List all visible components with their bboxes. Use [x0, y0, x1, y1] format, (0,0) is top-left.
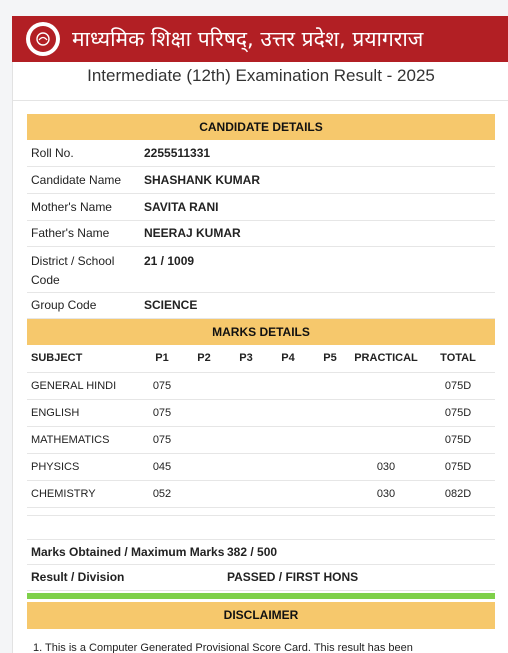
col-header: P5 — [309, 345, 351, 372]
mark-cell — [267, 453, 309, 480]
mark-cell — [183, 426, 225, 453]
mark-cell — [267, 426, 309, 453]
subject-cell: ENGLISH — [27, 399, 141, 426]
marks-table — [27, 345, 495, 516]
detail-label: Group Code — [31, 298, 97, 312]
detail-label: Mother's Name — [31, 199, 112, 214]
col-header: P2 — [183, 345, 225, 372]
result-value: PASSED / FIRST HONS — [227, 570, 359, 584]
table-row — [27, 399, 495, 426]
mark-cell: 052 — [141, 480, 183, 507]
site-header — [12, 16, 508, 62]
disclaimer-heading: DISCLAIMER — [27, 602, 495, 629]
detail-row-roll — [27, 140, 495, 167]
detail-label: District / School Code — [31, 254, 115, 287]
marks-details-heading: MARKS DETAILS — [27, 319, 495, 345]
subject-cell: CHEMISTRY — [27, 480, 141, 507]
mark-cell — [309, 399, 351, 426]
detail-value: SHASHANK KUMAR — [144, 172, 260, 187]
mark-cell — [309, 372, 351, 399]
marks-summary-label: Marks Obtained / Maximum Marks — [31, 544, 225, 559]
mark-cell — [309, 453, 351, 480]
mark-cell — [225, 372, 267, 399]
table-row — [27, 426, 495, 453]
mark-cell: 075 — [141, 372, 183, 399]
mark-cell — [225, 480, 267, 507]
mark-cell — [309, 480, 351, 507]
detail-row-mother — [27, 194, 495, 221]
mark-cell — [183, 453, 225, 480]
detail-row-group — [27, 293, 495, 319]
mark-cell — [183, 480, 225, 507]
mark-cell — [225, 426, 267, 453]
detail-label: Father's Name — [31, 226, 110, 240]
mark-cell — [351, 372, 421, 399]
total-cell: 082D — [421, 480, 495, 507]
mark-cell — [183, 399, 225, 426]
mark-cell — [225, 399, 267, 426]
mark-cell: 045 — [141, 453, 183, 480]
table-row-empty — [27, 507, 495, 515]
marks-header-row — [27, 345, 495, 372]
detail-row-father — [27, 221, 495, 247]
up-emblem-icon — [26, 22, 60, 56]
col-header: P1 — [141, 345, 183, 372]
col-header: TOTAL — [421, 345, 495, 372]
subject-cell: PHYSICS — [27, 453, 141, 480]
subject-cell: MATHEMATICS — [27, 426, 141, 453]
mark-cell — [183, 372, 225, 399]
result-card — [12, 62, 508, 653]
mark-cell — [351, 426, 421, 453]
marks-summary-row — [27, 539, 495, 565]
col-header: PRACTICAL — [351, 345, 421, 372]
detail-value: SAVITA RANI — [144, 199, 219, 214]
disclaimer-text: 1. This is a Computer Generated Provisional Score Card. This result has been — [33, 641, 413, 653]
result-row — [27, 565, 495, 591]
mark-cell — [309, 426, 351, 453]
mark-cell — [267, 399, 309, 426]
detail-label: Candidate Name — [31, 172, 122, 187]
col-header: P3 — [225, 345, 267, 372]
detail-value: NEERAJ KUMAR — [144, 226, 241, 240]
col-header: P4 — [267, 345, 309, 372]
detail-row-district — [27, 247, 495, 293]
detail-row-name — [27, 167, 495, 194]
mark-cell: 030 — [351, 480, 421, 507]
detail-value: 2255511331 — [144, 145, 211, 160]
result-label: Result / Division — [31, 570, 125, 584]
mark-cell — [267, 372, 309, 399]
board-name: माध्यमिक शिक्षा परिषद्, उत्तर प्रदेश, प्रयागराज — [72, 27, 424, 51]
mark-cell: 030 — [351, 453, 421, 480]
table-row — [27, 372, 495, 399]
subject-cell: GENERAL HINDI — [27, 372, 141, 399]
mark-cell: 075 — [141, 399, 183, 426]
detail-value: 21 / 1009 — [144, 254, 195, 268]
total-cell: 075D — [421, 372, 495, 399]
page-title: Intermediate (12th) Examination Result - 2025 — [87, 66, 435, 85]
total-cell: 075D — [421, 399, 495, 426]
table-row — [27, 480, 495, 507]
divider — [13, 100, 508, 101]
mark-cell: 075 — [141, 426, 183, 453]
total-cell: 075D — [421, 453, 495, 480]
col-header: SUBJECT — [27, 345, 141, 372]
candidate-details-heading: CANDIDATE DETAILS — [27, 114, 495, 140]
marks-summary-value: 382 / 500 — [227, 544, 278, 559]
detail-label: Roll No. — [31, 145, 74, 160]
mark-cell — [225, 453, 267, 480]
detail-value: SCIENCE — [144, 298, 198, 312]
mark-cell — [267, 480, 309, 507]
mark-cell — [351, 399, 421, 426]
table-row — [27, 453, 495, 480]
total-cell: 075D — [421, 426, 495, 453]
